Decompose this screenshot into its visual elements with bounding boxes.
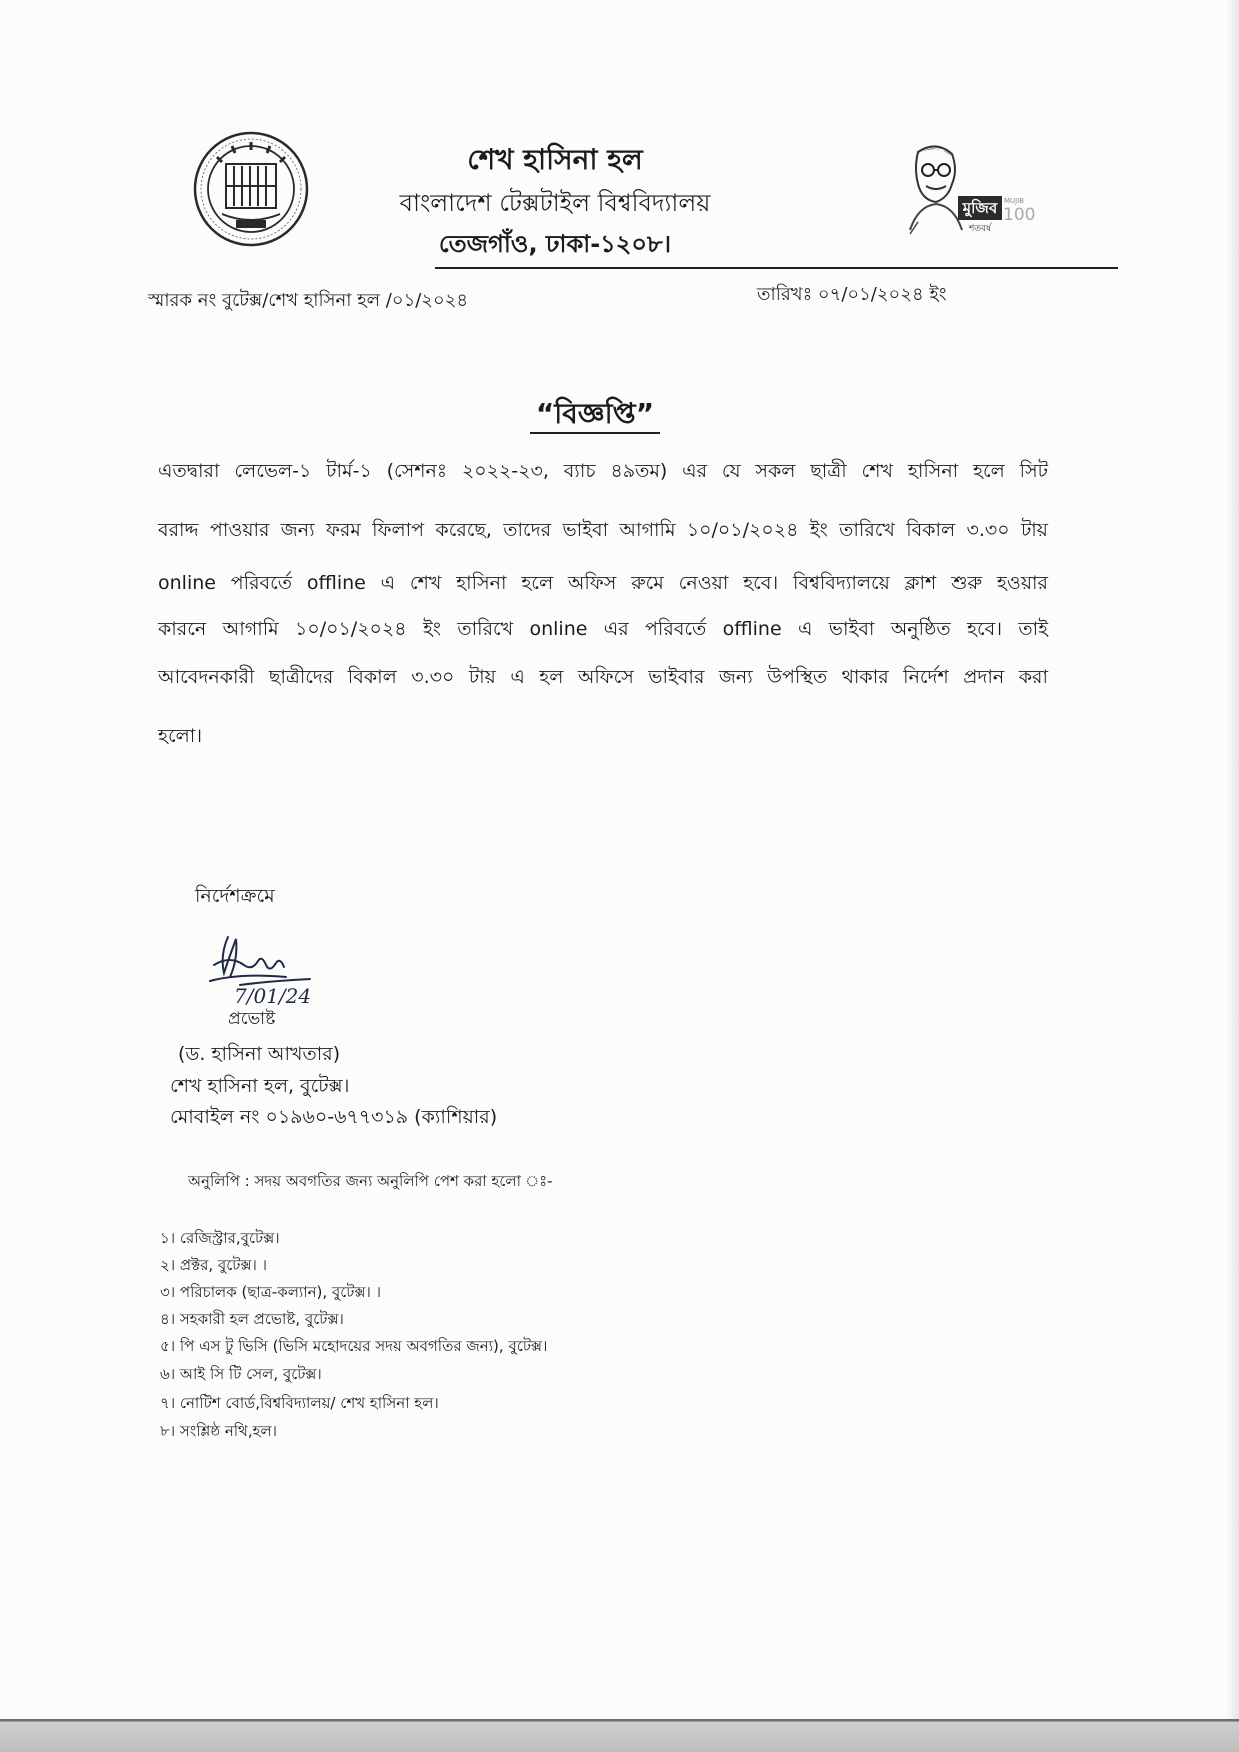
logo-lettering-mujib: মুজিব bbox=[962, 199, 998, 217]
body-line: এতদ্বারা লেভেল-১ টার্ম-১ (সেশনঃ ২০২২-২৩, ব্যাচ ৪৯তম) এর যে সকল ছাত্রী শেখ হাসিনা হলে সিট bbox=[158, 460, 1048, 482]
header-divider bbox=[435, 267, 1118, 269]
logo-lettering-mujib-latin: MUJIB bbox=[1004, 197, 1025, 205]
list-item: ৬। আই সি টি সেল, বুটেক্স। bbox=[160, 1365, 322, 1383]
scan-edge-bottom bbox=[0, 1719, 1239, 1752]
memo-number: স্মারক নং বুটেক্স/শেখ হাসিনা হল /০১/২০২৪ bbox=[148, 290, 469, 311]
notice-title-wrap bbox=[445, 392, 745, 439]
list-item: ৮। সংশ্লিষ্ঠ নথি,হল। bbox=[160, 1422, 278, 1440]
issue-date: তারিখঃ ০৭/০১/২০২৪ ইং bbox=[757, 284, 947, 305]
handwritten-signature bbox=[200, 925, 360, 1020]
body-line: আবেদনকারী ছাত্রীদের বিকাল ৩.৩০ টায় এ হল অফিসে ভাইবার জন্য উপস্থিত থাকার নির্দেশ প্রদান করা bbox=[158, 666, 1048, 688]
list-item: ৪। সহকারী হল প্রভোষ্ট, বুটেক্স। bbox=[160, 1310, 344, 1328]
letterhead bbox=[330, 140, 780, 264]
address: তেজগাঁও, ঢাকা-১২০৮। bbox=[438, 230, 672, 258]
notice-title: “বিজ্ঞপ্তি” bbox=[530, 397, 660, 434]
signatory-office: শেখ হাসিনা হল, বুটেক্স। bbox=[170, 1075, 350, 1097]
list-item: ২। প্রক্টর, বুটেক্স। । bbox=[160, 1256, 267, 1274]
body-line: কারনে আগামি ১০/০১/২০২৪ ইং তারিখে online এর পরিবর্তে offline এ ভাইবা অনুষ্ঠিত হবে। তাই bbox=[158, 618, 1048, 640]
by-order-label: নির্দেশক্রমে bbox=[195, 885, 275, 907]
body-line: বরাদ্দ পাওয়ার জন্য ফরম ফিলাপ করেছে, তাদের ভাইবা আগামি ১০/০১/২০২৪ ইং তারিখে বিকাল ৩.৩০ টায় bbox=[158, 519, 1048, 541]
logo-lettering-shotoborsho: শতবর্ষ bbox=[968, 224, 992, 234]
signatory-name: (ড. হাসিনা আখতার) bbox=[178, 1043, 341, 1065]
logo-lettering-100: 100 bbox=[1003, 205, 1036, 225]
university-name: বাংলাদেশ টেক্সটাইল বিশ্ববিদ্যালয় bbox=[399, 189, 711, 217]
body-line: হলো। bbox=[158, 725, 203, 747]
scan-edge-right bbox=[1226, 0, 1239, 1719]
university-seal-icon bbox=[192, 130, 310, 248]
designation: প্রভোষ্ট bbox=[228, 1009, 276, 1029]
list-item: ৩। পরিচালক (ছাত্র-কল্যান), বুটেক্স। । bbox=[160, 1283, 381, 1301]
hall-name: শেখ হাসিনা হল bbox=[467, 143, 643, 176]
list-item: ৫। পি এস টু ভিসি (ভিসি মহোদয়ের সদয় অবগতির জন্য), বুটেক্স। bbox=[160, 1337, 548, 1355]
copies-heading: অনুলিপি : সদয় অবগতির জন্য অনুলিপি পেশ করা হলো ঃ- bbox=[188, 1172, 553, 1190]
list-item: ১। রেজিস্ট্রার,বুটেক্স। bbox=[160, 1229, 280, 1247]
mobile-number: মোবাইল নং ০১৯৬০-৬৭৭৩১৯ (ক্যাশিয়ার) bbox=[170, 1106, 498, 1128]
handwritten-date: 7/01/24 bbox=[234, 984, 312, 1008]
list-item: ৭। নোটিশ বোর্ড,বিশ্ববিদ্যালয়/ শেখ হাসিনা হল। bbox=[160, 1394, 439, 1412]
mujib-100-logo bbox=[896, 140, 1036, 240]
body-line: online পরিবর্তে offline এ শেখ হাসিনা হলে অফিস রুমে নেওয়া হবে। বিশ্ববিদ্যালয়ে ক্লাশ শুরু হওয়ার bbox=[158, 572, 1048, 594]
